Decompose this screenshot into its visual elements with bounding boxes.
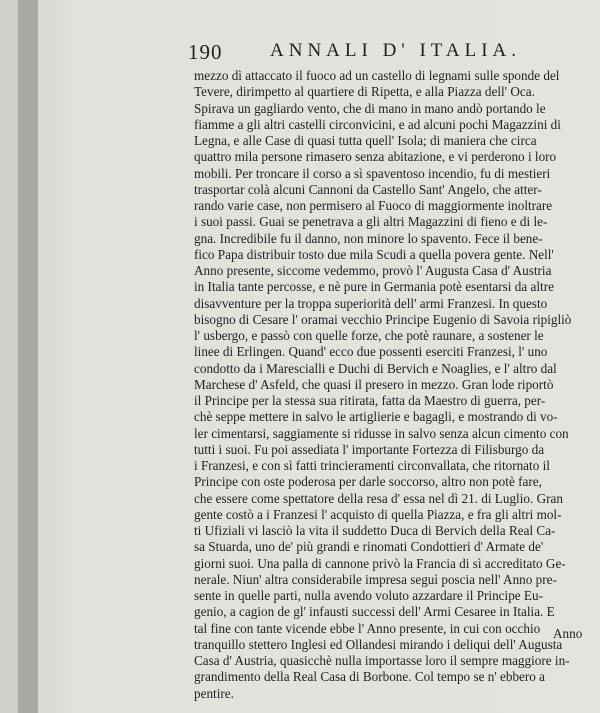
text-line: i suoi passi. Guai se penetrava a gli altri Magazzini di fieno e di le- <box>194 214 548 230</box>
page-number: 190 <box>188 40 223 64</box>
book-page <box>18 0 600 713</box>
text-line: tutti i suoi. Fu poi assediata l' importante Fortezza di Filisburgo da <box>194 441 545 457</box>
text-line: giorni suoi. Una palla di cannone privò la Francia di sì accreditato Ge- <box>194 555 566 571</box>
text-line: fiamme a gli altri castelli circonvicini, e ad alcuni pochi Magazzini di <box>194 116 561 132</box>
text-line: tal fine con tante vicende ebbe l' Anno presente, in cui con occhio <box>194 620 541 636</box>
text-line: rando varie case, non permisero al Fuoco di maggiormente inoltrare <box>194 198 553 213</box>
text-line: gna. Incredibile fu il danno, non minore lo spavento. Fece il bene- <box>194 230 543 246</box>
text-line: in Italia tante percosse, e nè pure in Germania potè esentarsi da altre <box>194 279 554 295</box>
body-text <box>194 68 598 702</box>
text-line: gente costò a i Franzesi l' acquisto di quella Piazza, e fra gli altri mol- <box>194 506 562 522</box>
text-line: trasportar colà alcuni Cannoni da Castello Sant' Angelo, che atter- <box>194 181 542 197</box>
text-line: ti Ufiziali vi lasciò la vita il suddetto Duca di Bervich della Real Ca- <box>194 523 556 538</box>
text-line: chè seppe mettere in salvo le artiglierie e bagagli, e mostrando di vo- <box>194 409 558 425</box>
text-line: tranquillo stettero Inglesi ed Ollandesi mirando i deliqui dell' Augusta <box>194 636 563 652</box>
text-line: linee di Erlingen. Quand' ecco due possenti eserciti Franzesi, l' uno <box>194 344 548 360</box>
text-line: sa Stuarda, uno de' più grandi e rinomati Condottieri d' Armate de' <box>194 539 544 555</box>
text-line: Casa d' Austria, quasicchè nulla importasse loro il sempre maggiore in- <box>194 653 570 668</box>
text-line: bisogno di Cesare l' oramai vecchio Principe Eugenio di Savoia ripigliò <box>194 311 572 327</box>
text-line: mezzo dì attaccato il fuoco ad un castello di legnami sulle sponde del <box>194 68 560 83</box>
text-line: Principe con oste poderosa per darle soccorso, altro non potè fare, <box>194 474 542 490</box>
text-line: fico Papa distribuir tosto due mila Scudi a quella povera gente. Nell' <box>194 246 554 262</box>
text-line: genio, a cagion de gl' infausti successi dell' Armi Cesaree in Italia. E <box>194 604 555 620</box>
text-line: disavventure per la troppa superiorità dell' armi Franzesi. In questo <box>194 295 548 311</box>
text-line: Anno presente, siccome vedemmo, provò l' Augusta Casa d' Austria <box>194 263 552 278</box>
text-line: grandimento della Real Casa di Borbone. Col tempo se n' ebbero a <box>194 669 546 685</box>
text-line: nerale. Niun' altra considerabile impresa seguì poscia nell' Anno pre- <box>194 571 557 587</box>
text-line: Tevere, dirimpetto al quartiere di Ripetta, e alla Piazza dell' Oca. <box>194 84 535 100</box>
text-line: Legna, e alle Case di quasi tutta quell' Isola; di maniera che circa <box>194 133 537 148</box>
text-line: pentire. <box>194 685 234 701</box>
text-line: il Principe per la stessa sua ritirata, fatta da Maestro di guerra, per- <box>194 393 546 408</box>
text-line: l' usbergo, e passò con quelle forze, che potè raunare, a sostener le <box>194 328 544 343</box>
text-line: Spirava un gagliardo vento, che di mano in mano andò portando le <box>194 100 546 116</box>
text-line: mobili. Per troncare il corso a sì spaventoso incendio, fu di mestieri <box>194 165 551 181</box>
text-line: ler cimentarsi, saggiamente si ridusse in salvo senza alcun cimento con <box>194 425 569 441</box>
text-line: che essere come spettatore della resa d' essa nel dì 21. di Luglio. Gran <box>194 490 563 506</box>
catchword: Anno <box>553 626 583 641</box>
text-line: Marchese d' Asfeld, che quasi il presero in mezzo. Gran lode riportò <box>194 376 554 392</box>
text-line: i Franzesi, e con sì fatti trincieramenti circonvallata, che ritornato il <box>194 458 550 473</box>
running-head: ANNALI D' ITALIA. <box>270 40 521 61</box>
text-line: quattro mila persone rimasero senza abitazione, e vi perderono i loro <box>194 149 557 165</box>
text-line: sente in quelle parti, nulla avendo voluto azzardare il Principe Eu- <box>194 588 543 603</box>
page-gutter-shadow <box>18 0 38 713</box>
text-line: condotto da i Marescialli e Duchi di Bervich e Noaglies, e l' altro dal <box>194 360 557 376</box>
